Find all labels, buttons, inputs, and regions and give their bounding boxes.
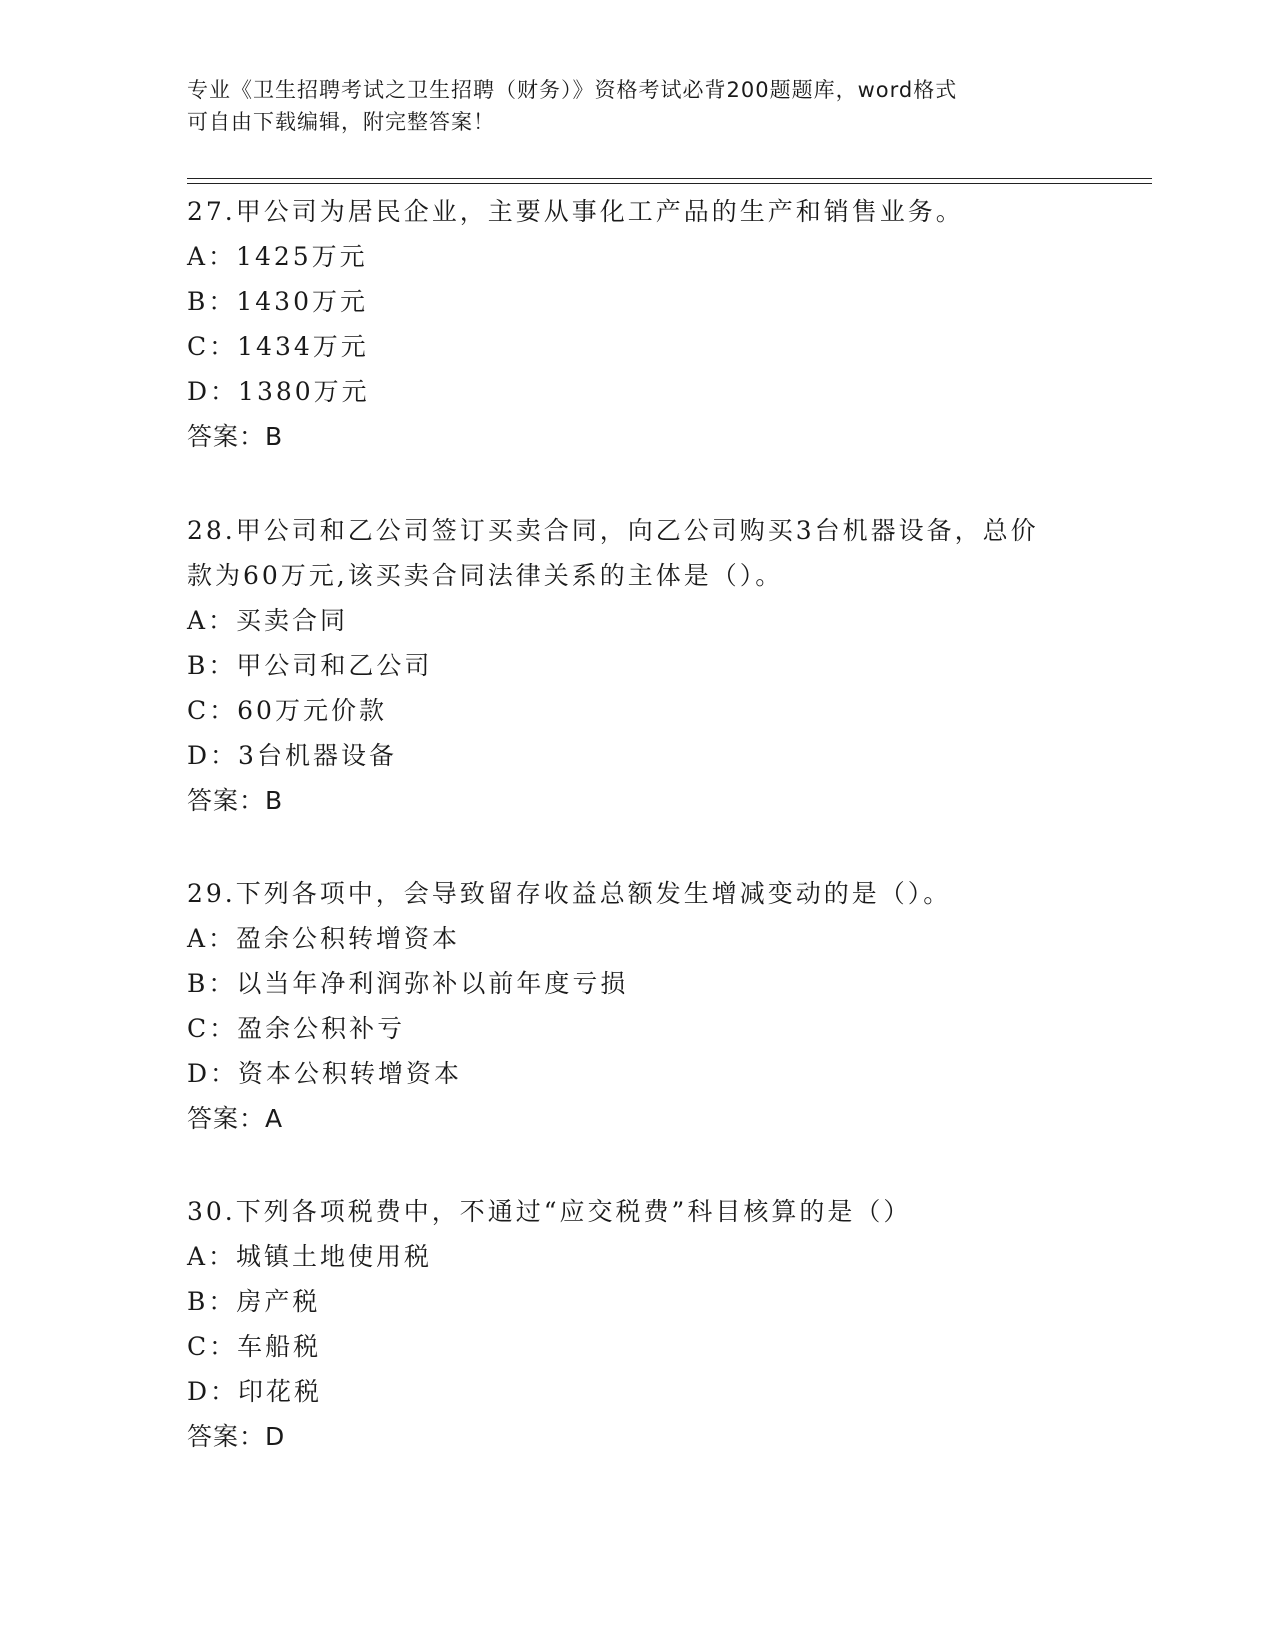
- answer-label: 答案：B: [187, 422, 284, 451]
- option-b: B：甲公司和乙公司: [187, 651, 433, 680]
- answer-label: 答案：B: [187, 786, 284, 815]
- option-a: A：城镇土地使用税: [187, 1242, 433, 1271]
- question-stem-line-2: 款为60万元,该买卖合同法律关系的主体是（）。: [187, 561, 784, 590]
- option-a: A：买卖合同: [187, 606, 349, 635]
- question-stem: 30.下列各项税费中，不通过“应交税费”科目核算的是（）: [187, 1197, 912, 1226]
- option-d: D：资本公积转增资本: [187, 1059, 463, 1088]
- option-b: B：1430万元: [187, 287, 368, 316]
- option-d: D：印花税: [187, 1377, 323, 1406]
- option-b: B：房产税: [187, 1287, 321, 1316]
- header-line-1: 专业《卫生招聘考试之卫生招聘（财务）》资格考试必背200题题库，word格式: [187, 78, 958, 102]
- option-d: D：3台机器设备: [187, 741, 397, 770]
- option-b: B：以当年净利润弥补以前年度亏损: [187, 969, 629, 998]
- answer-label: 答案：D: [187, 1422, 286, 1451]
- question-stem: 29.下列各项中，会导致留存收益总额发生增减变动的是（）。: [187, 879, 952, 908]
- header-divider-top: [187, 178, 1152, 179]
- option-a: A：1425万元: [187, 242, 368, 271]
- question-29: [187, 871, 1087, 1142]
- question-30: [187, 1189, 1087, 1460]
- document-header: [187, 74, 1087, 138]
- option-c: C：车船税: [187, 1332, 322, 1361]
- question-28: [187, 508, 1087, 824]
- question-stem: 27.甲公司为居民企业，主要从事化工产品的生产和销售业务。: [187, 197, 964, 226]
- answer-label: 答案：A: [187, 1104, 284, 1133]
- question-stem-line-1: 28.甲公司和乙公司签订买卖合同，向乙公司购买3台机器设备，总价: [187, 516, 1039, 545]
- option-d: D：1380万元: [187, 377, 370, 406]
- option-a: A：盈余公积转增资本: [187, 924, 461, 953]
- header-divider-bottom: [187, 183, 1152, 184]
- question-27: [187, 189, 1087, 460]
- option-c: C：1434万元: [187, 332, 369, 361]
- header-line-2: 可自由下载编辑，附完整答案！: [187, 110, 495, 134]
- option-c: C：60万元价款: [187, 696, 387, 725]
- option-c: C：盈余公积补亏: [187, 1014, 406, 1043]
